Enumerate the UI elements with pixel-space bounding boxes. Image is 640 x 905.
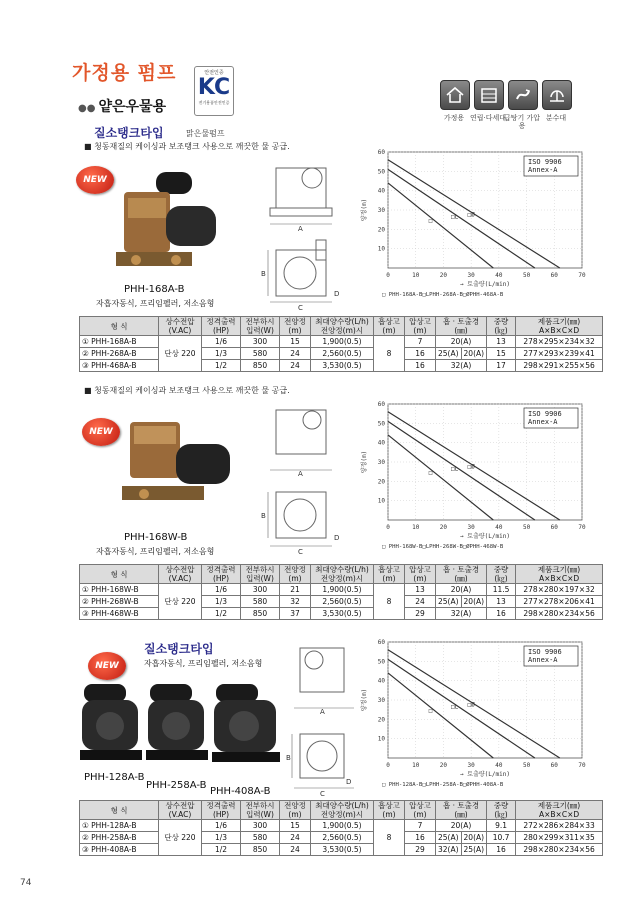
hot-water-icon [508,80,538,110]
table-header: 압상고 (m) [405,565,436,584]
table-cell: 단상 220 [159,820,202,856]
new-badge: NEW [76,166,114,194]
iso-label: ISO 9906 [528,648,562,656]
table-header: 최대양수량(L/h) 전양정(m)시 [311,317,374,336]
table-header: 정격출력 (HP) [202,317,241,336]
table-cell: 280×299×311×35 [516,832,603,844]
table-cell: 24 [280,360,311,372]
spec-table-2 [79,564,603,620]
house-icon [440,80,470,110]
table-cell: 7 [405,820,436,832]
x-tick-label: 0 [386,762,390,769]
table-cell: 3,530(0.5) [311,360,374,372]
page-number: 74 [20,878,32,888]
table-row [80,584,603,596]
dim-b: B [261,512,266,520]
y-tick-label: 50 [377,658,385,666]
table-row [80,336,603,348]
x-tick-label: 70 [578,524,586,531]
y-tick-label: 50 [377,168,385,176]
model-caption-phh-258a-b: PHH-258A-B [146,780,207,791]
icon-label-apartment: 연립·다세대 [469,114,507,122]
x-tick-label: 20 [439,762,448,769]
y-tick-label: 60 [377,639,385,646]
table-cell: 298×280×234×56 [516,608,603,620]
x-tick-label: 70 [578,762,586,769]
series-marker: □ [428,469,433,477]
table-cell: 1/2 [202,360,241,372]
y-tick-label: 30 [377,459,385,466]
table-cell: 20(A) [461,348,487,360]
table-cell: 278×295×234×32 [516,336,603,348]
table-header: 흡 · 토출경 (㎜) [436,565,487,584]
table-cell: 850 [241,608,280,620]
y-tick-label: 20 [377,716,385,724]
table-cell: ② PHH-268W-B [80,596,159,608]
table-header: 정격출력 (HP) [202,565,241,584]
table-cell: 272×286×284×33 [516,820,603,832]
table-header: 제품크기(㎜) A×B×C×D [516,565,603,584]
performance-chart-3 [356,636,592,796]
table-cell: 17 [487,360,516,372]
table-header: 전양정 (m) [280,317,311,336]
dim-a: A [298,225,303,233]
iso-label: Annex-A [528,418,558,426]
chart-legend: □ PHH-128A-B□LPHH-258A-B□ØPHH-408A-B [382,782,504,788]
table-header: 정격출력 (HP) [202,801,241,820]
table-cell: ② PHH-258A-B [80,832,159,844]
table-header: 전양정 (m) [280,565,311,584]
section3-heading: 질소탱크타입 [144,642,214,656]
x-tick-label: 20 [439,524,448,531]
section1-heading-sub: 맑은물펌프 [186,129,225,138]
section2-model-caption: PHH-168W-B [124,532,188,543]
table-cell: 24 [280,348,311,360]
table-cell: 37 [280,608,311,620]
table-cell: 2,560(0.5) [311,596,374,608]
table-cell: 15 [487,348,516,360]
table-cell: 24 [405,596,436,608]
table-row [80,596,603,608]
spec-table-1 [79,316,603,372]
y-tick-label: 10 [377,245,385,253]
x-tick-label: 0 [386,272,390,279]
spec-table-3 [79,800,603,856]
table-cell: ① PHH-168A-B [80,336,159,348]
dim-b: B [261,270,266,278]
table-header: 전부하시 입력(W) [241,801,280,820]
x-tick-label: 50 [522,524,531,531]
table-cell: ③ PHH-468A-B [80,360,159,372]
y-axis-label: 양정(m) [361,450,368,474]
table-cell: 25(A) [436,596,462,608]
icon-label-house: 가정용 [443,114,465,122]
table-header: 상수전압 (V.AC) [159,565,202,584]
table-header: 형 식 [80,317,159,336]
x-tick-label: 40 [495,762,503,769]
table-cell: 300 [241,820,280,832]
iso-label: Annex-A [528,656,558,664]
x-tick-label: 20 [439,272,448,279]
table-cell: 9.1 [487,820,516,832]
table-header: 흡상고 (m) [374,565,405,584]
y-tick-label: 10 [377,735,385,743]
table-header: 상수전압 (V.AC) [159,801,202,820]
table-cell: 16 [405,832,436,844]
table-cell: 277×293×239×41 [516,348,603,360]
table-cell: 1/6 [202,336,241,348]
x-tick-label: 30 [467,272,475,279]
iso-label: ISO 9906 [528,158,562,166]
table-cell: 580 [241,832,280,844]
table-header: 흡상고 (m) [374,317,405,336]
table-header: 중량 (㎏) [487,801,516,820]
table-header: 흡 · 토출경 (㎜) [436,801,487,820]
table-header: 상수전압 (V.AC) [159,317,202,336]
table-cell: 1/3 [202,348,241,360]
table-cell: 850 [241,360,280,372]
series-marker: □Ø [467,463,475,471]
series-marker: □L [450,213,459,221]
y-tick-label: 40 [377,439,385,447]
x-tick-label: 10 [412,762,420,769]
table-header: 중량 (㎏) [487,317,516,336]
kc-mark [194,66,234,116]
page-title: 가정용 펌프 [72,62,177,84]
table-cell: 16 [405,360,436,372]
table-cell: 1/2 [202,844,241,856]
table-cell: 3,530(0.5) [311,608,374,620]
table-cell: 20(A) [436,336,487,348]
table-cell: 850 [241,844,280,856]
y-tick-label: 30 [377,207,385,214]
table-cell: 29 [405,844,436,856]
dim-d: D [334,534,340,542]
table-cell: 24 [280,832,311,844]
table-cell: 1/6 [202,820,241,832]
table-cell: 2,560(0.5) [311,348,374,360]
dim-c: C [298,548,303,556]
table-cell: 10.7 [487,832,516,844]
table-cell: 13 [487,336,516,348]
series-marker: □ [428,217,433,225]
table-cell: 580 [241,348,280,360]
table-cell: 2,560(0.5) [311,832,374,844]
series-marker: □Ø [467,211,475,219]
kc-bottom: 전기용품안전인증 [198,100,230,105]
table-cell: 25(A) [436,832,462,844]
y-tick-label: 30 [377,697,385,704]
x-tick-label: 50 [522,762,531,769]
table-header: 전부하시 입력(W) [241,565,280,584]
table-cell: 8 [374,820,405,856]
table-cell: 298×291×255×56 [516,360,603,372]
table-header: 중량 (㎏) [487,565,516,584]
new-badge: NEW [88,652,126,680]
x-axis-label: → 토출량(L/min) [460,281,510,288]
table-cell: 25(A) [436,348,462,360]
table-cell: 1,900(0.5) [311,584,374,596]
table-cell: 20(A) [436,584,487,596]
table-header: 최대양수량(L/h) 전양정(m)시 [311,565,374,584]
x-tick-label: 10 [412,524,420,531]
y-tick-label: 40 [377,187,385,195]
dim-d: D [346,778,352,786]
y-tick-label: 10 [377,497,385,505]
section3-features: 자흡자동식, 프리임펠러, 저소음형 [144,659,263,668]
table-cell: 11.5 [487,584,516,596]
table-row [80,820,603,832]
x-tick-label: 60 [550,762,558,769]
table-cell: 277×278×206×41 [516,596,603,608]
section1-features: 자흡자동식, 프리임펠러, 저소음형 [96,299,215,308]
y-tick-label: 20 [377,478,385,486]
x-tick-label: 60 [550,272,558,279]
dim-b: B [286,754,291,762]
x-axis-label: → 토출량(L/min) [460,533,510,540]
table-cell: 16 [405,348,436,360]
y-axis-label: 양정(m) [361,688,368,712]
table-cell: 25(A) [461,844,487,856]
table-header: 제품크기(㎜) A×B×C×D [516,801,603,820]
y-tick-label: 40 [377,677,385,685]
performance-chart-2 [356,398,592,558]
dimension-drawing-2 [260,400,350,560]
table-row [80,844,603,856]
iso-label: Annex-A [528,166,558,174]
table-cell: 1/2 [202,608,241,620]
table-cell: ① PHH-168W-B [80,584,159,596]
dim-c: C [298,304,303,312]
apartment-icon [474,80,504,110]
table-cell: 8 [374,584,405,620]
kc-top: 안전인증 [204,70,224,76]
table-row [80,608,603,620]
icon-label-fountain: 분수대 [545,114,567,122]
x-tick-label: 30 [467,524,475,531]
pump-image-phh-168w-b [114,408,234,518]
table-cell: 278×280×197×32 [516,584,603,596]
table-cell: 15 [280,820,311,832]
table-cell: 16 [487,844,516,856]
table-cell: 580 [241,596,280,608]
table-cell: 20(A) [436,820,487,832]
section2-features: 자흡자동식, 프리임펠러, 저소음형 [96,547,215,556]
chart-legend: □ PHH-168A-B□LPHH-268A-B□ØPHH-468A-B [382,292,504,298]
new-badge: NEW [82,418,120,446]
table-row [80,832,603,844]
section1-note: ■ 청동재질의 케이싱과 보조탱크 사용으로 깨끗한 물 공급. [84,142,290,151]
y-tick-label: 50 [377,420,385,428]
dimension-drawing-1 [260,158,350,318]
table-cell: ② PHH-268A-B [80,348,159,360]
model-caption-phh-128a-b: PHH-128A-B [84,772,145,783]
table-cell: 13 [405,584,436,596]
table-cell: 1/3 [202,832,241,844]
table-cell: 24 [280,844,311,856]
table-cell: 7 [405,336,436,348]
table-cell: 32(A) [436,608,487,620]
table-cell: 298×280×234×56 [516,844,603,856]
dim-c: C [320,790,325,798]
y-axis-label: 양정(m) [361,198,368,222]
icon-label-hot-water: 급탕기 가압용 [503,114,541,130]
x-tick-label: 10 [412,272,420,279]
table-header: 제품크기(㎜) A×B×C×D [516,317,603,336]
y-tick-label: 60 [377,401,385,408]
series-marker: □L [450,465,459,473]
y-tick-label: 20 [377,226,385,234]
table-cell: 3,530(0.5) [311,844,374,856]
dimension-drawing-3 [286,638,366,798]
x-tick-label: 30 [467,762,475,769]
table-cell: 32(A) [436,844,462,856]
table-cell: 1,900(0.5) [311,820,374,832]
kc-logo: KC [197,75,231,100]
table-cell: 단상 220 [159,584,202,620]
section1-model-caption: PHH-168A-B [124,284,185,295]
iso-label: ISO 9906 [528,410,562,418]
table-row [80,360,603,372]
table-cell: 29 [405,608,436,620]
table-header: 흡 · 토출경 (㎜) [436,317,487,336]
fountain-icon [542,80,572,110]
series-marker: □Ø [467,701,475,709]
x-tick-label: 70 [578,272,586,279]
table-row [80,348,603,360]
series-marker: □ [428,707,433,715]
table-cell: 16 [487,608,516,620]
table-header: 흡상고 (m) [374,801,405,820]
table-header: 최대양수량(L/h) 전양정(m)시 [311,801,374,820]
table-cell: 15 [280,336,311,348]
table-cell: 32(A) [436,360,487,372]
table-header: 압상고 (m) [405,801,436,820]
table-cell: 1,900(0.5) [311,336,374,348]
x-tick-label: 0 [386,524,390,531]
table-cell: 단상 220 [159,336,202,372]
table-cell: 1/6 [202,584,241,596]
section2-note: ■ 청동재질의 케이싱과 보조탱크 사용으로 깨끗한 물 공급. [84,386,290,395]
section1-heading: 질소탱크타입 [94,126,164,140]
table-cell: ③ PHH-468W-B [80,608,159,620]
table-cell: 21 [280,584,311,596]
series-marker: □L [450,703,459,711]
table-cell: 8 [374,336,405,372]
pump-image-phh-128a-b-group [78,676,286,772]
table-header: 압상고 (m) [405,317,436,336]
table-cell: 300 [241,336,280,348]
table-header: 전양정 (m) [280,801,311,820]
dim-d: D [334,290,340,298]
table-header: 형 식 [80,801,159,820]
subtitle-text: 얕은우물용 [98,99,167,115]
table-cell: 1/3 [202,596,241,608]
performance-chart-1 [356,146,592,306]
table-cell: 32 [280,596,311,608]
x-axis-label: → 토출량(L/min) [460,771,510,778]
x-tick-label: 50 [522,272,531,279]
table-cell: 13 [487,596,516,608]
x-tick-label: 60 [550,524,558,531]
model-caption-phh-408a-b: PHH-408A-B [210,786,271,797]
table-header: 형 식 [80,565,159,584]
chart-legend: □ PHH-168W-B□LPHH-268W-B□ØPHH-468W-B [382,544,504,550]
x-tick-label: 40 [495,524,503,531]
table-cell: ③ PHH-408A-B [80,844,159,856]
table-header: 전부하시 입력(W) [241,317,280,336]
table-cell: 20(A) [461,596,487,608]
table-cell: ① PHH-128A-B [80,820,159,832]
page-subtitle: ●● 얕은우물용 [78,99,167,115]
pump-image-phh-168a-b [106,168,226,280]
dim-a: A [298,470,303,478]
table-cell: 300 [241,584,280,596]
dim-a: A [320,708,325,716]
x-tick-label: 40 [495,272,503,279]
table-cell: 20(A) [461,832,487,844]
y-tick-label: 60 [377,149,385,156]
